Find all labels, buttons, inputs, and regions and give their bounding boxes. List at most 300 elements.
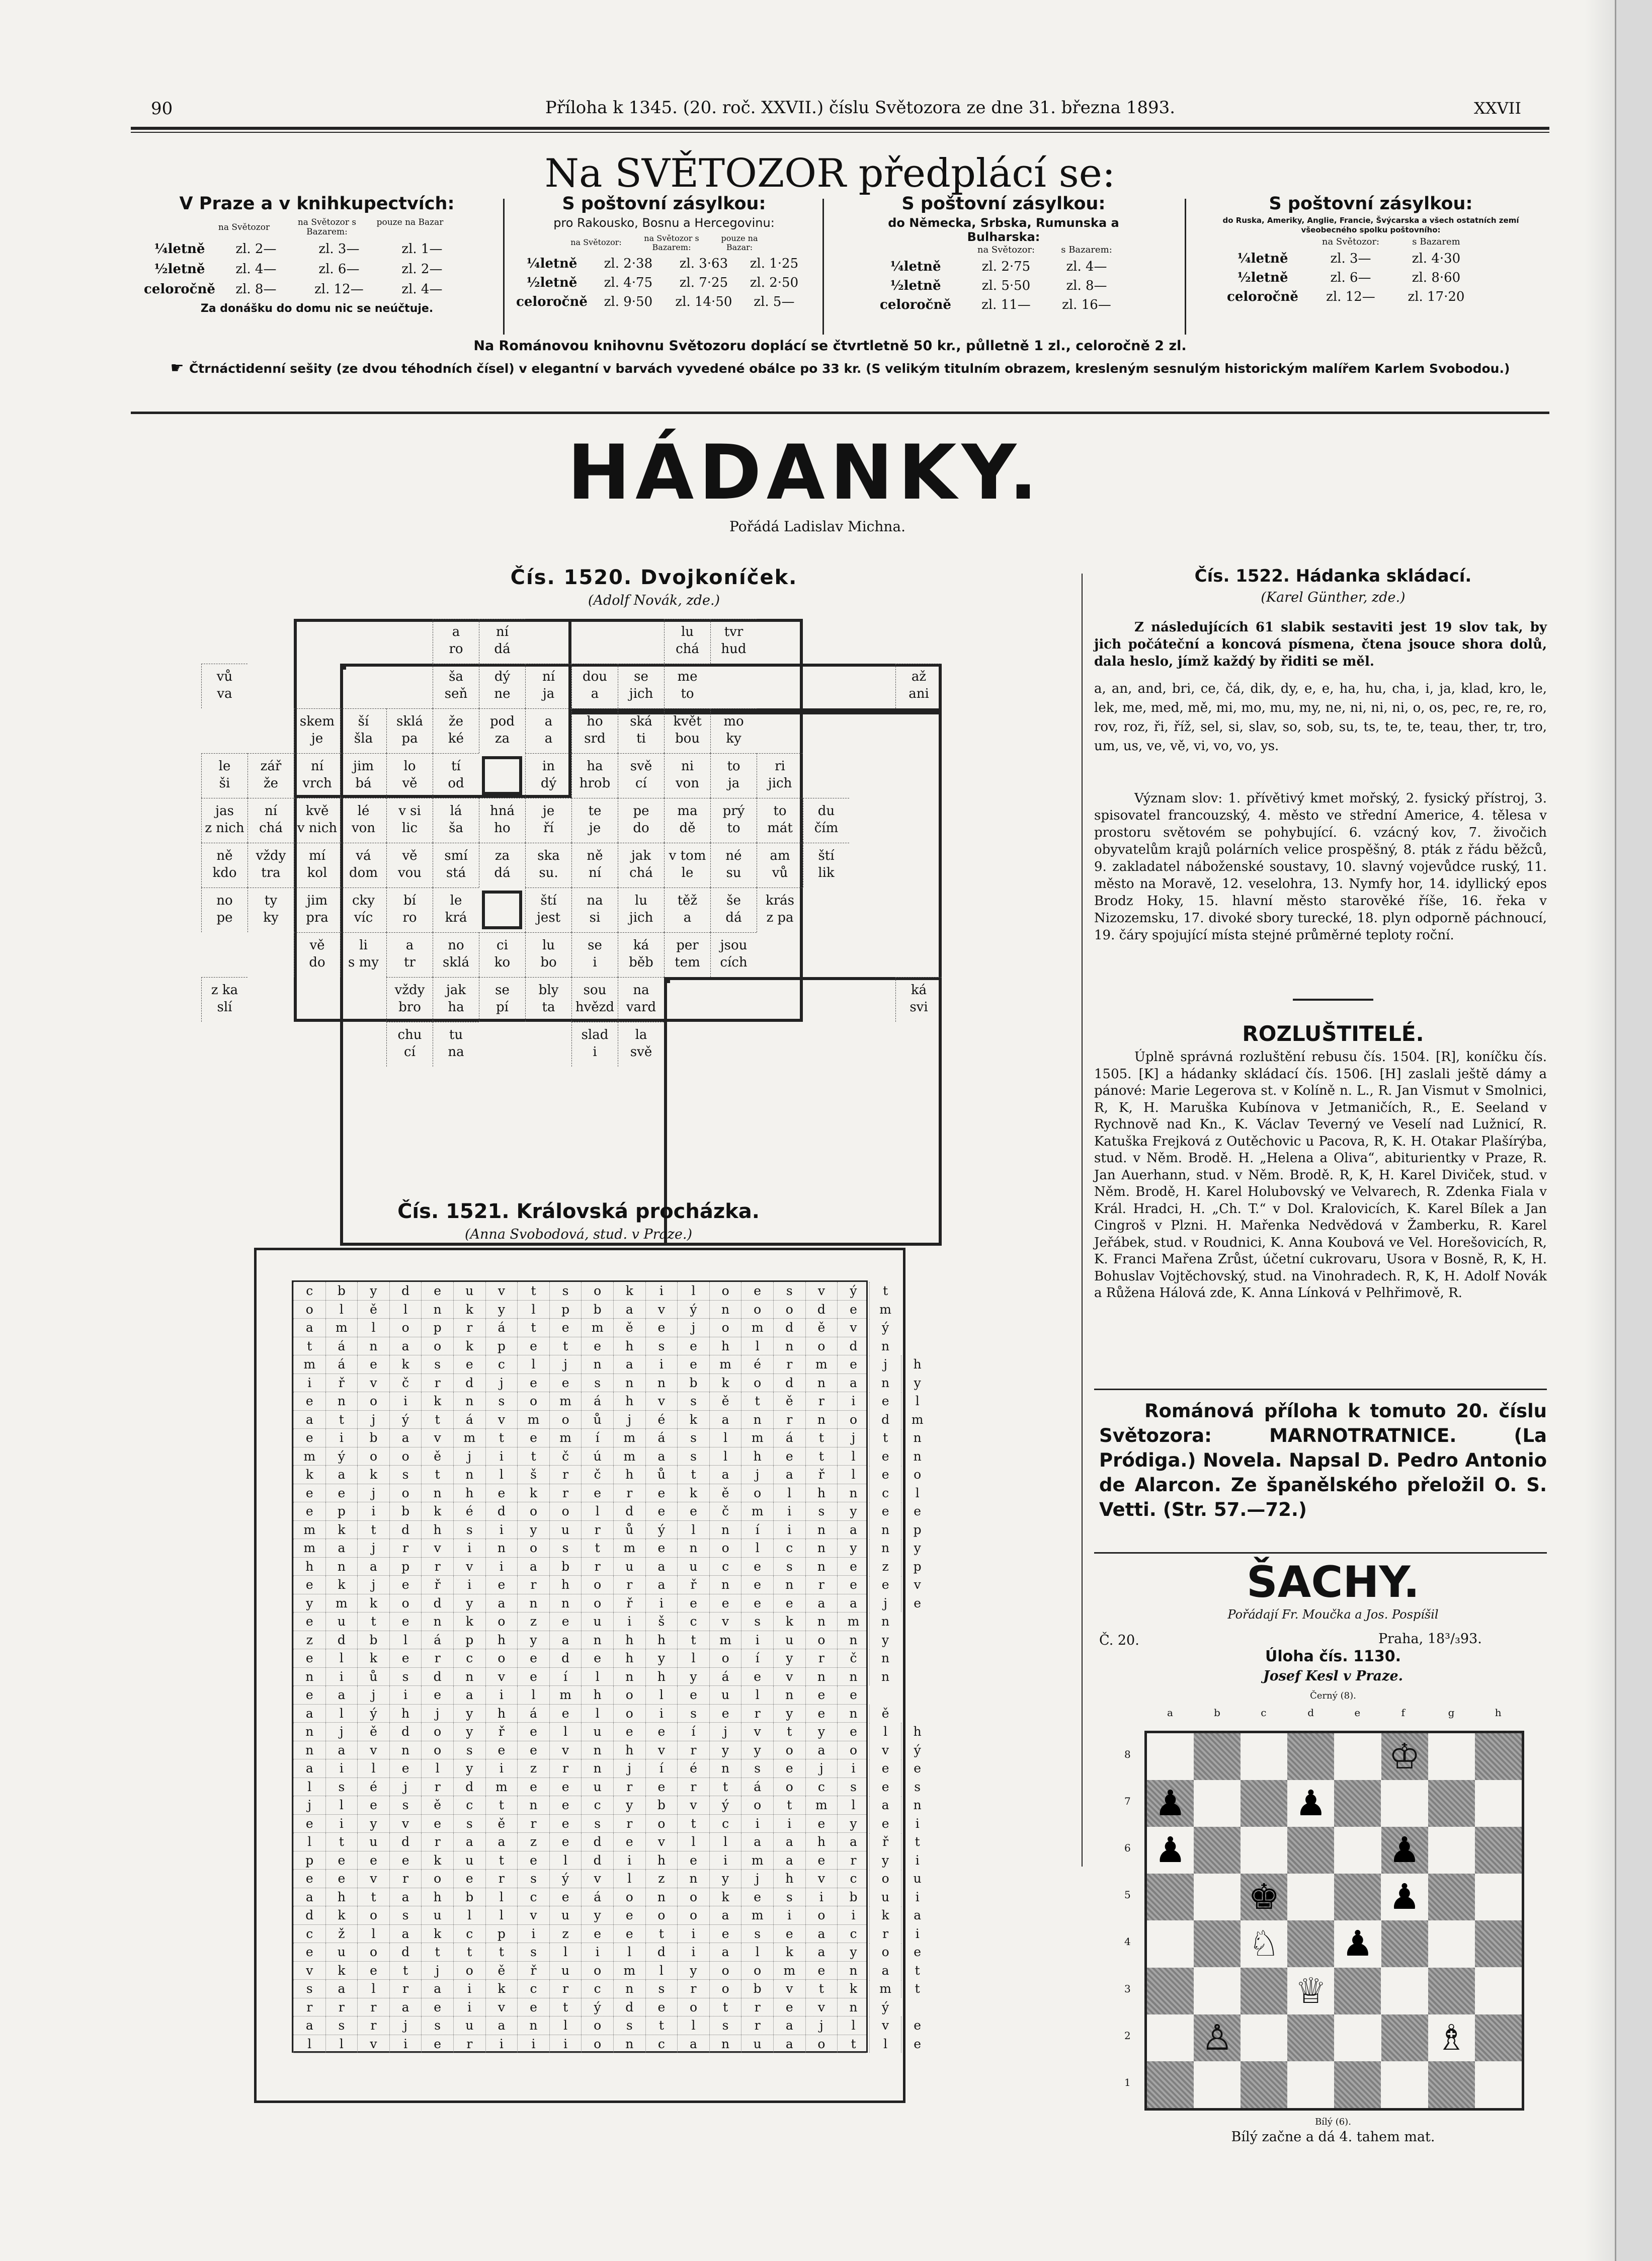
letter-cell: t xyxy=(581,1539,613,1557)
letter-cell: r xyxy=(357,2016,389,2035)
letter-cell: e xyxy=(645,1319,678,1337)
letter-cell: i xyxy=(485,2035,518,2053)
letter-cell: m xyxy=(581,1319,613,1337)
letter-cell: k xyxy=(421,1392,453,1410)
knight-cell xyxy=(294,753,340,798)
letter-cell: d xyxy=(549,1649,582,1667)
letter-cell: á xyxy=(453,1411,485,1429)
letter-cell: ý xyxy=(389,1411,422,1429)
board-square xyxy=(1381,1920,1428,1967)
solvers-title: ROZLUŠTITELÉ. xyxy=(1242,1021,1424,1046)
letter-cell: a xyxy=(869,1796,901,1814)
letter-cell: á xyxy=(325,1355,358,1374)
letter-cell: i xyxy=(453,1998,485,2016)
letter-cell: e xyxy=(773,1998,805,2016)
letter-cell: o xyxy=(613,1888,645,1906)
syllable: dom xyxy=(349,865,378,880)
scanner-background xyxy=(1615,0,1652,2261)
syllable: dá xyxy=(494,865,511,880)
letter-cell: e xyxy=(549,1612,582,1631)
knight-cell xyxy=(201,887,247,932)
letter-cell: r xyxy=(869,1925,901,1943)
chess-rank-labels xyxy=(1119,1733,1139,2111)
letter-cell: l xyxy=(549,1723,582,1741)
syllable: cích xyxy=(720,955,748,970)
chess-piece: ♘ xyxy=(1248,1923,1280,1965)
letter-cell: m xyxy=(741,1906,773,1924)
letter-cell: n xyxy=(325,1558,358,1576)
puzzles-organizer: Pořádá Ladislav Michna. xyxy=(729,518,906,535)
letter-cell: e xyxy=(741,1668,773,1686)
germany-sub: do Německa, Srbska, Rumunska a Bulharska: xyxy=(888,216,1119,244)
letter-cell: i xyxy=(645,1594,678,1612)
letter-cell: s xyxy=(805,1502,838,1520)
letter-cell: á xyxy=(709,1668,741,1686)
letter-cell: b xyxy=(389,1502,422,1520)
letter-cell: s xyxy=(549,1539,582,1557)
syllable: jak xyxy=(446,983,466,998)
letter-cell: a xyxy=(325,1686,358,1704)
letter-cell: e xyxy=(837,1355,869,1374)
chess-piece: ♟ xyxy=(1342,1923,1374,1965)
letter-cell: r xyxy=(421,1374,453,1392)
letter-cell: l xyxy=(517,1355,549,1374)
letter-cell: h xyxy=(645,1668,678,1686)
letter-row xyxy=(293,1906,922,1925)
letter-cell: d xyxy=(325,1631,358,1649)
letter-cell: í xyxy=(741,1649,773,1667)
knight-cell xyxy=(479,708,525,753)
syllable: to xyxy=(681,686,694,701)
letter-cell: j xyxy=(805,1759,838,1778)
board-square xyxy=(1475,1780,1522,1827)
letter-cell: o xyxy=(677,1998,709,2016)
letter-row xyxy=(293,1374,921,1393)
letter-row xyxy=(293,1870,922,1888)
letter-cell: a xyxy=(293,1319,325,1337)
syllable: krá xyxy=(445,910,467,925)
letter-row xyxy=(293,1539,921,1558)
letter-cell: h xyxy=(805,1484,838,1502)
prague-note: Za donášku do domu nic se neúčtuje. xyxy=(200,302,434,315)
letter-cell: c xyxy=(581,1796,613,1814)
letter-cell: m xyxy=(549,1429,582,1447)
letter-cell: e xyxy=(645,1778,678,1796)
letter-cell: l xyxy=(837,1466,869,1484)
syllable: a xyxy=(683,910,692,925)
letter-cell: l xyxy=(325,1649,358,1667)
letter-cell: s xyxy=(837,1778,869,1796)
letter-cell: e xyxy=(325,1870,358,1888)
syllable: šla xyxy=(354,731,373,746)
knight-cell xyxy=(525,798,571,843)
letter-cell: o xyxy=(709,1962,741,1980)
letter-cell: e xyxy=(421,2035,453,2053)
knight-cell xyxy=(525,932,571,977)
letter-cell: e xyxy=(869,1447,901,1466)
letter-cell: č xyxy=(837,1649,869,1667)
letter-cell: e xyxy=(453,1870,485,1888)
austria-table xyxy=(513,254,807,311)
syllable: le xyxy=(681,865,694,880)
letter-cell: l xyxy=(837,2016,869,2035)
chess-place-date: Praha, 18³/₃93. xyxy=(1378,1631,1482,1647)
letter-cell: k xyxy=(869,1906,901,1924)
letter-cell: ř xyxy=(613,1594,645,1612)
syllable: vard xyxy=(626,1000,656,1015)
letter-cell: a xyxy=(485,1833,518,1851)
letter-cell: í xyxy=(741,1521,773,1539)
letter-cell: a xyxy=(549,1631,582,1649)
letter-cell: l xyxy=(293,2035,325,2053)
letter-cell: c xyxy=(677,1612,709,1631)
letter-cell: a xyxy=(837,1833,869,1851)
letter-cell: u xyxy=(325,1943,358,1961)
letter-cell: b xyxy=(357,1429,389,1447)
section-rule xyxy=(1094,1552,1547,1554)
letter-cell: o xyxy=(389,1319,422,1337)
germany-prices: S poštovní zásylkou: do Německa, Srbska, Rumunska a Bulharska: na Světozor: s Bazarem: ¼letně zl. 2·75 zl. 4— ½letně zl. 5·50 zl. 8— celoročně zl. 11— zl. 16— xyxy=(835,194,1172,314)
letter-cell: á xyxy=(517,1705,549,1723)
chess-piece: ♗ xyxy=(1435,2016,1467,2058)
syllable: tu xyxy=(449,1027,463,1042)
letter-cell: d xyxy=(773,1319,805,1337)
letter-cell: s xyxy=(741,1925,773,1943)
letter-row xyxy=(293,1759,922,1778)
syllable: za xyxy=(494,731,510,746)
letter-cell: č xyxy=(549,1447,582,1466)
letter-cell: t xyxy=(805,1429,838,1447)
austria-row: ½letně zl. 4·75 zl. 7·25 zl. 2·50 xyxy=(526,275,799,290)
letter-cell: l xyxy=(357,1925,389,1943)
letter-cell: o xyxy=(357,1447,389,1466)
letter-cell: s xyxy=(421,1355,453,1374)
knight-cell xyxy=(895,977,942,1022)
letter-cell: p xyxy=(901,1521,933,1539)
letter-cell: n xyxy=(837,1668,869,1686)
syllable: ha xyxy=(587,759,603,774)
syllable: ští xyxy=(540,893,557,908)
letter-cell: l xyxy=(357,1759,389,1778)
letter-cell: u xyxy=(357,1833,389,1851)
letter-cell: k xyxy=(453,1612,485,1631)
letter-row xyxy=(293,1723,922,1741)
letter-cell: i xyxy=(357,1502,389,1520)
chess-piece: ♟ xyxy=(1154,1829,1186,1871)
letter-cell: y xyxy=(581,1906,613,1924)
letter-cell: n xyxy=(901,1796,933,1814)
letter-row xyxy=(293,1411,924,1429)
letter-cell: a xyxy=(453,1833,485,1851)
letter-cell: n xyxy=(805,1539,838,1557)
knight-cell xyxy=(433,932,479,977)
letter-cell: r xyxy=(549,1759,582,1778)
letter-cell: u xyxy=(421,1906,453,1924)
puzzle-1522-author: (Karel Günther, zde.) xyxy=(1261,590,1406,605)
letter-cell: n xyxy=(421,1612,453,1631)
letter-cell: h xyxy=(613,1631,645,1649)
letter-cell: č xyxy=(709,1502,741,1520)
letter-cell: i xyxy=(741,1815,773,1833)
letter-cell: e xyxy=(357,1796,389,1814)
syllable: dě xyxy=(679,821,696,836)
syllable: ní xyxy=(542,669,555,684)
letter-cell: c xyxy=(517,1888,549,1906)
letter-cell: l xyxy=(645,1962,678,1980)
letter-cell: o xyxy=(741,1796,773,1814)
letter-cell: s xyxy=(293,1980,325,1998)
letter-cell: l xyxy=(677,2016,709,2035)
syllable: ké xyxy=(448,731,464,746)
letter-row xyxy=(293,1925,920,1944)
syllable: ša xyxy=(449,669,463,684)
chess-stipulation: Bílý začne a dá 4. tahem mat. xyxy=(1231,2129,1435,2145)
letter-cell: e xyxy=(901,1759,933,1778)
board-square xyxy=(1334,1874,1381,1920)
knight-cell xyxy=(664,708,710,753)
letter-cell: d xyxy=(389,1833,422,1851)
letter-cell: e xyxy=(741,1888,773,1906)
letter-cell: t xyxy=(357,1612,389,1631)
syllable: na xyxy=(448,1044,464,1060)
letter-cell: a xyxy=(293,2016,325,2035)
letter-cell: m xyxy=(517,1411,549,1429)
letter-cell: v xyxy=(645,1301,678,1319)
syllable: a xyxy=(452,624,460,639)
board-square xyxy=(1287,2061,1334,2108)
letter-cell: í xyxy=(645,1759,678,1778)
column-divider xyxy=(503,199,505,335)
board-square xyxy=(1334,1968,1381,2014)
letter-cell: i xyxy=(485,1558,518,1576)
rank-label: 1 xyxy=(1124,2076,1131,2088)
knight-cell xyxy=(294,932,340,977)
chess-problem-number: Úloha čís. 1130. xyxy=(1265,1648,1401,1665)
letter-cell: o xyxy=(741,1484,773,1502)
letter-cell: a xyxy=(709,1411,741,1429)
column-divider xyxy=(1185,199,1186,335)
board-square xyxy=(1287,2014,1334,2061)
syllable: te xyxy=(588,803,602,819)
letter-cell: l xyxy=(357,1319,389,1337)
letter-cell: a xyxy=(485,1594,518,1612)
letter-cell: l xyxy=(613,1870,645,1888)
ornament-rule xyxy=(1293,999,1373,1001)
letter-cell: s xyxy=(517,1870,549,1888)
letter-cell: o xyxy=(677,1906,709,1924)
syllable: do xyxy=(309,955,325,970)
knight-cell xyxy=(803,843,849,887)
letter-cell: n xyxy=(677,1539,709,1557)
letter-cell: e xyxy=(805,1815,838,1833)
letter-cell: l xyxy=(581,1502,613,1520)
syllable: la xyxy=(635,1027,647,1042)
syllable: z ka xyxy=(211,983,238,998)
file-label: h xyxy=(1495,1707,1502,1719)
letter-cell: e xyxy=(805,1705,838,1723)
chess-piece: ♔ xyxy=(1388,1736,1421,1777)
knight-cell xyxy=(247,887,294,932)
syllable: vů xyxy=(216,669,233,684)
letter-cell: r xyxy=(453,2035,485,2053)
board-square xyxy=(1475,1827,1522,1874)
letter-cell: e xyxy=(805,1851,838,1870)
syllable: lé xyxy=(357,803,370,819)
letter-cell: y xyxy=(773,1705,805,1723)
letter-cell: s xyxy=(453,1741,485,1759)
syllable: svě xyxy=(630,1044,652,1060)
letter-cell: l xyxy=(549,1943,582,1961)
letter-cell: p xyxy=(293,1851,325,1870)
letter-cell: l xyxy=(709,1429,741,1447)
syllable: jest xyxy=(536,910,561,925)
austria-row: celoročně zl. 9·50 zl. 14·50 zl. 5— xyxy=(516,294,795,309)
syllable: v nich xyxy=(297,821,338,836)
syllable: lu xyxy=(542,938,555,953)
letter-cell: b xyxy=(453,1888,485,1906)
knight-cell xyxy=(571,753,618,798)
syllable: ty xyxy=(264,893,278,908)
knight-cell xyxy=(340,887,386,932)
letter-cell: e xyxy=(357,1851,389,1870)
letter-cell: e xyxy=(869,1778,901,1796)
knight-cell xyxy=(664,843,710,887)
syllable: z pa xyxy=(766,910,794,925)
subscription-title: Na SVĚTOZOR předplácí se: xyxy=(544,151,1116,196)
board-square xyxy=(1334,1733,1381,1780)
letter-cell: s xyxy=(773,1888,805,1906)
knight-cell xyxy=(386,1022,433,1067)
letter-cell: e xyxy=(837,1301,869,1319)
board-square xyxy=(1241,2061,1287,2108)
puzzle-1522-syllables: a, an, and, bri, ce, čá, dik, dy, e, e, ha, hu, cha, i, ja, klad, kro, le, lek, me, med, mě, mi, mo, mu, my, ne, ni, ni, ni, o, os, pec, re, re, ro, rov, roz, ři, říž, sel, si, slav, so, sob, su, ts, te, te, teau, ther, tr, tro, um, us, ve, vě, vi, vo, vo, ys. xyxy=(1094,681,1547,754)
letter-cell: u xyxy=(741,2035,773,2053)
letter-cell: l xyxy=(549,1851,582,1870)
letter-cell: ř xyxy=(485,1723,518,1741)
letter-cell: e xyxy=(517,1374,549,1392)
puzzle-1522-intro: Z následujících 61 slabik sestaviti jest 19 slov tak, by jich počáteční a koncová písmena, čtena jsouce shora dolů, dala heslo, jímž každý by řiditi se měl. xyxy=(1094,620,1547,669)
letter-cell: r xyxy=(805,1649,838,1667)
letter-cell: n xyxy=(645,1888,678,1906)
syllable: květ xyxy=(673,714,702,729)
letter-cell: n xyxy=(805,1668,838,1686)
letter-cell: ý xyxy=(325,1447,358,1466)
letter-cell: u xyxy=(677,1558,709,1576)
letter-cell: a xyxy=(773,2035,805,2053)
letter-cell: t xyxy=(325,1411,358,1429)
letter-cell: n xyxy=(805,1521,838,1539)
letter-cell: l xyxy=(421,1759,453,1778)
knight-cell xyxy=(525,887,571,932)
letter-cell: l xyxy=(325,1705,358,1723)
letter-cell: y xyxy=(453,1705,485,1723)
letter-cell: e xyxy=(517,1998,549,2016)
letter-cell: a xyxy=(645,1576,678,1594)
letter-cell: t xyxy=(485,1796,518,1814)
chess-white-label: Bílý (6). xyxy=(1315,2117,1351,2127)
letter-cell: k xyxy=(485,1980,518,1998)
letter-cell: o xyxy=(613,1686,645,1704)
novel-supplement: Románová příloha k tomuto 20. číslu Světozora: MARNOTRATNICE. (La Pródiga.) Novela. Napsal D. Pedro Antonio de Alarcon. Ze španělského přeložil O. S. Vetti. (Str. 57.—72.) xyxy=(1099,1400,1547,1520)
letter-cell: á xyxy=(773,1429,805,1447)
letter-row xyxy=(293,1282,888,1301)
syllable: jsou xyxy=(720,938,748,953)
letter-cell: t xyxy=(901,1833,933,1851)
letter-cell: a xyxy=(645,1447,678,1466)
letter-cell: r xyxy=(549,1484,582,1502)
letter-cell: h xyxy=(613,1741,645,1759)
letter-cell: v xyxy=(581,1870,613,1888)
letter-cell: o xyxy=(581,1594,613,1612)
letter-cell: j xyxy=(805,2016,838,2035)
letter-cell: v xyxy=(805,1282,838,1300)
letter-cell: n xyxy=(293,1741,325,1759)
letter-cell: s xyxy=(549,1282,582,1300)
syllable: se xyxy=(495,983,510,998)
syllable: ká xyxy=(633,938,649,953)
letter-cell: n xyxy=(869,1521,901,1539)
syllable: in xyxy=(542,759,555,774)
letter-cell: y xyxy=(901,1539,933,1557)
letter-cell: e xyxy=(869,1392,901,1410)
letter-cell: z xyxy=(517,1612,549,1631)
syllable: a xyxy=(591,686,599,701)
letter-cell: h xyxy=(901,1723,933,1741)
letter-cell: r xyxy=(421,1558,453,1576)
syllable: víc xyxy=(354,910,373,925)
letter-cell: v xyxy=(645,1741,678,1759)
austria-prices: S poštovní zásylkou: pro Rakousko, Bosnu a Hercegovinu: na Světozor: na Světozor s Bazarem: pouze na Bazar: ¼letně zl. 2·38 zl. 3·63 zl. 1·25 ½letně zl. 4·75 zl. 7·25 zl. 2·50 celoročně zl. 9·50 zl. 14·50 zl. 5— xyxy=(513,194,815,311)
letter-cell: d xyxy=(773,1374,805,1392)
letter-cell: n xyxy=(613,1980,645,1998)
letter-cell: r xyxy=(613,1576,645,1594)
letter-cell: t xyxy=(549,1337,582,1355)
letter-cell: e xyxy=(581,1649,613,1667)
syllable: ně xyxy=(216,848,233,863)
letter-cell: k xyxy=(421,1502,453,1520)
letter-cell: o xyxy=(517,1392,549,1410)
syllable: až xyxy=(911,669,927,684)
letter-row xyxy=(293,1778,921,1797)
letter-cell: j xyxy=(389,1778,422,1796)
letter-cell: a xyxy=(613,1355,645,1374)
letter-cell: t xyxy=(805,1447,838,1466)
letter-cell: m xyxy=(741,1502,773,1520)
syllable: no xyxy=(216,893,233,908)
letter-cell: y xyxy=(453,1723,485,1741)
letter-cell: o xyxy=(805,1906,838,1924)
letter-cell: d xyxy=(421,1668,453,1686)
letter-cell: e xyxy=(485,1484,518,1502)
rank-label: 2 xyxy=(1124,2029,1131,2042)
letter-cell: o xyxy=(773,1778,805,1796)
letter-cell: i xyxy=(709,1851,741,1870)
letter-cell: o xyxy=(293,1301,325,1319)
letter-cell: e xyxy=(293,1815,325,1833)
letter-cell: i xyxy=(805,1888,838,1906)
letter-cell: ů xyxy=(357,1668,389,1686)
letter-cell: s xyxy=(453,1815,485,1833)
letter-cell: k xyxy=(837,1980,869,1998)
letter-cell: e xyxy=(869,1576,901,1594)
letter-cell: e xyxy=(293,1429,325,1447)
letter-cell: l xyxy=(325,2035,358,2053)
letter-cell: l xyxy=(741,1686,773,1704)
knight-cell xyxy=(664,798,710,843)
letter-cell: v xyxy=(357,1741,389,1759)
letter-cell: m xyxy=(709,1631,741,1649)
letter-cell: p xyxy=(389,1558,422,1576)
